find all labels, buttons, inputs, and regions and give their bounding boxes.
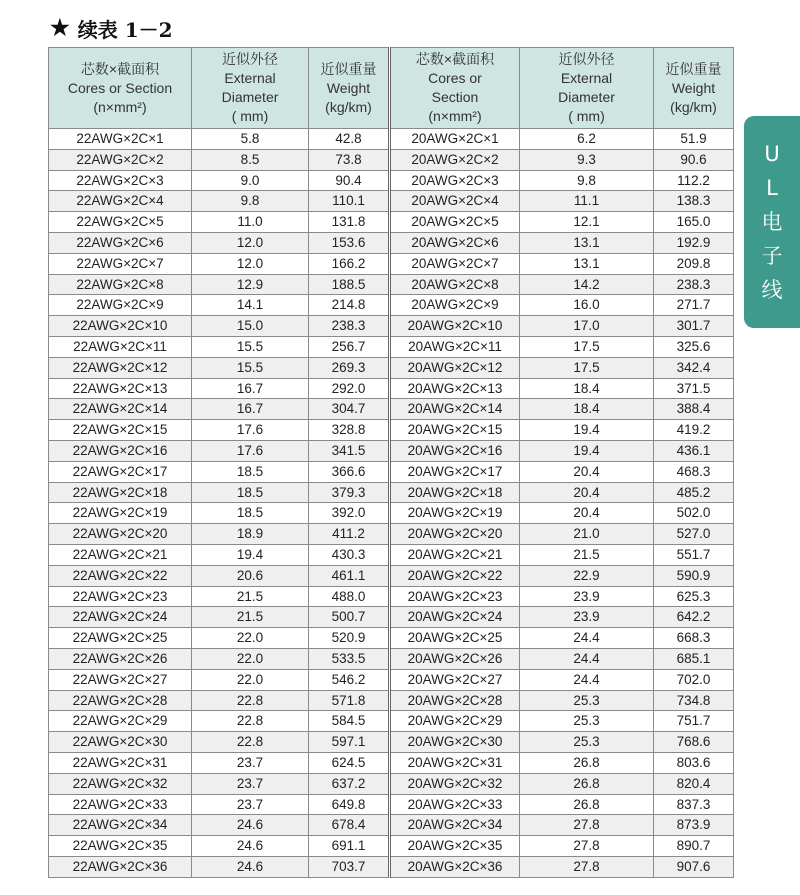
cores-20awg-cell: 20AWG×2C×21 [390,544,520,565]
cores-22awg-cell: 22AWG×2C×21 [49,544,192,565]
weight-20awg-cell: 138.3 [654,191,734,212]
weight-20awg-cell: 468.3 [654,461,734,482]
header-line: (n×mm²) [93,98,147,115]
table-row [49,253,734,274]
table-row [49,357,734,378]
weight-20awg-cell: 837.3 [654,794,734,815]
table-row [49,461,734,482]
table-header-row [49,48,734,129]
table-row [49,378,734,399]
cores-22awg-cell: 22AWG×2C×15 [49,420,192,441]
weight-22awg-cell: 649.8 [309,794,390,815]
diameter-20awg-cell: 11.1 [520,191,654,212]
diameter-22awg-cell: 12.0 [192,253,309,274]
weight-22awg-cell: 238.3 [309,316,390,337]
diameter-20awg-cell: 18.4 [520,378,654,399]
weight-20awg-cell: 209.8 [654,253,734,274]
diameter-22awg-cell: 21.5 [192,586,309,607]
header-line: ( mm) [231,108,269,124]
diameter-22awg-cell: 22.0 [192,628,309,649]
cores-22awg-cell: 22AWG×2C×9 [49,295,192,316]
diameter-22awg-cell: 15.5 [192,336,309,357]
cores-22awg-cell: 22AWG×2C×35 [49,836,192,857]
header-weight-right [654,48,734,129]
tab-char: L [766,176,778,200]
weight-20awg-cell: 551.7 [654,544,734,565]
weight-20awg-cell: 485.2 [654,482,734,503]
diameter-22awg-cell: 15.5 [192,357,309,378]
weight-22awg-cell: 624.5 [309,752,390,773]
cores-22awg-cell: 22AWG×2C×16 [49,440,192,461]
diameter-20awg-cell: 19.4 [520,440,654,461]
weight-22awg-cell: 691.1 [309,836,390,857]
diameter-22awg-cell: 17.6 [192,420,309,441]
cores-22awg-cell: 22AWG×2C×4 [49,191,192,212]
diameter-20awg-cell: 24.4 [520,669,654,690]
diameter-20awg-cell: 23.9 [520,607,654,628]
cores-20awg-cell: 20AWG×2C×6 [390,232,520,253]
table-row [49,732,734,753]
weight-22awg-cell: 90.4 [309,170,390,191]
table-row [49,815,734,836]
cores-22awg-cell: 22AWG×2C×25 [49,628,192,649]
weight-22awg-cell: 637.2 [309,773,390,794]
weight-22awg-cell: 379.3 [309,482,390,503]
diameter-20awg-cell: 26.8 [520,752,654,773]
diameter-20awg-cell: 9.8 [520,170,654,191]
weight-22awg-cell: 597.1 [309,732,390,753]
cores-22awg-cell: 22AWG×2C×2 [49,149,192,170]
cores-20awg-cell: 20AWG×2C×5 [390,212,520,233]
header-line: 芯数×截面积 [415,51,495,67]
cores-22awg-cell: 22AWG×2C×11 [49,336,192,357]
table-row [49,232,734,253]
weight-20awg-cell: 301.7 [654,316,734,337]
cores-20awg-cell: 20AWG×2C×31 [390,752,520,773]
table-row [49,482,734,503]
diameter-22awg-cell: 22.8 [192,711,309,732]
cores-20awg-cell: 20AWG×2C×36 [390,856,520,877]
weight-20awg-cell: 803.6 [654,752,734,773]
table-row [49,295,734,316]
cores-20awg-cell: 20AWG×2C×28 [390,690,520,711]
weight-20awg-cell: 873.9 [654,815,734,836]
cores-20awg-cell: 20AWG×2C×25 [390,628,520,649]
diameter-22awg-cell: 22.8 [192,732,309,753]
weight-20awg-cell: 642.2 [654,607,734,628]
table-row [49,274,734,295]
cores-20awg-cell: 20AWG×2C×22 [390,565,520,586]
table-row [49,628,734,649]
section-tab-ul-wire [744,116,800,328]
cores-20awg-cell: 20AWG×2C×1 [390,129,520,150]
table-row [49,524,734,545]
diameter-20awg-cell: 27.8 [520,856,654,877]
diameter-22awg-cell: 23.7 [192,794,309,815]
cores-22awg-cell: 22AWG×2C×7 [49,253,192,274]
header-line: 近似外径 [558,51,615,67]
cores-22awg-cell: 22AWG×2C×29 [49,711,192,732]
table-row [49,399,734,420]
table-row [49,191,734,212]
diameter-20awg-cell: 26.8 [520,794,654,815]
table-row [49,544,734,565]
table-row [49,503,734,524]
diameter-22awg-cell: 14.1 [192,295,309,316]
weight-22awg-cell: 131.8 [309,212,390,233]
weight-20awg-cell: 702.0 [654,669,734,690]
weight-20awg-cell: 165.0 [654,212,734,233]
weight-22awg-cell: 166.2 [309,253,390,274]
cores-20awg-cell: 20AWG×2C×15 [390,420,520,441]
weight-22awg-cell: 256.7 [309,336,390,357]
weight-22awg-cell: 411.2 [309,524,390,545]
weight-20awg-cell: 668.3 [654,628,734,649]
header-line: External [224,70,276,86]
weight-22awg-cell: 153.6 [309,232,390,253]
header-line: ( mm) [568,108,605,124]
tab-char: 子 [761,244,783,268]
cores-20awg-cell: 20AWG×2C×17 [390,461,520,482]
cores-20awg-cell: 20AWG×2C×7 [390,253,520,274]
star-icon: ★ [50,15,70,41]
weight-20awg-cell: 502.0 [654,503,734,524]
diameter-22awg-cell: 16.7 [192,378,309,399]
header-line: Diameter [221,89,279,105]
weight-20awg-cell: 590.9 [654,565,734,586]
cores-22awg-cell: 22AWG×2C×18 [49,482,192,503]
diameter-20awg-cell: 26.8 [520,773,654,794]
weight-20awg-cell: 734.8 [654,690,734,711]
weight-22awg-cell: 304.7 [309,399,390,420]
weight-20awg-cell: 238.3 [654,274,734,295]
cores-22awg-cell: 22AWG×2C×36 [49,856,192,877]
diameter-20awg-cell: 20.4 [520,482,654,503]
header-external-diameter-left [192,48,309,129]
weight-20awg-cell: 419.2 [654,420,734,441]
weight-20awg-cell: 342.4 [654,357,734,378]
title-text: 续表 1－2 [77,17,173,42]
cores-20awg-cell: 20AWG×2C×27 [390,669,520,690]
header-line: (n×mm²) [428,108,482,124]
weight-22awg-cell: 73.8 [309,149,390,170]
header-line: External [560,70,613,86]
cores-20awg-cell: 20AWG×2C×9 [390,295,520,316]
cores-22awg-cell: 22AWG×2C×8 [49,274,192,295]
diameter-22awg-cell: 8.5 [192,149,309,170]
header-line: 芯数×截面积 [80,60,160,77]
cores-20awg-cell: 20AWG×2C×16 [390,440,520,461]
diameter-22awg-cell: 24.6 [192,815,309,836]
header-line: Weight [326,79,371,96]
cores-22awg-cell: 22AWG×2C×19 [49,503,192,524]
table-row [49,648,734,669]
cores-22awg-cell: 22AWG×2C×10 [49,316,192,337]
weight-20awg-cell: 112.2 [654,170,734,191]
header-line: (kg/km) [325,98,372,115]
weight-22awg-cell: 269.3 [309,357,390,378]
weight-20awg-cell: 90.6 [654,149,734,170]
cores-20awg-cell: 20AWG×2C×30 [390,732,520,753]
cores-20awg-cell: 20AWG×2C×2 [390,149,520,170]
header-line: 近似重量 [320,60,377,77]
table-row [49,711,734,732]
header-cores-section-right [390,48,520,129]
cores-22awg-cell: 22AWG×2C×32 [49,773,192,794]
cores-20awg-cell: 20AWG×2C×29 [390,711,520,732]
diameter-22awg-cell: 21.5 [192,607,309,628]
table-row [49,856,734,877]
header-line: Diameter [558,89,615,105]
diameter-22awg-cell: 18.5 [192,482,309,503]
header-line: Cores or Section [67,79,173,96]
tab-char: 线 [761,278,783,302]
weight-20awg-cell: 388.4 [654,399,734,420]
diameter-22awg-cell: 24.6 [192,836,309,857]
diameter-20awg-cell: 25.3 [520,732,654,753]
table-row [49,773,734,794]
cores-20awg-cell: 20AWG×2C×11 [390,336,520,357]
table-row [49,669,734,690]
cores-22awg-cell: 22AWG×2C×3 [49,170,192,191]
cores-20awg-cell: 20AWG×2C×3 [390,170,520,191]
cores-20awg-cell: 20AWG×2C×20 [390,524,520,545]
cores-22awg-cell: 22AWG×2C×5 [49,212,192,233]
weight-22awg-cell: 520.9 [309,628,390,649]
weight-22awg-cell: 110.1 [309,191,390,212]
header-weight-left [309,48,390,129]
diameter-22awg-cell: 5.8 [192,129,309,150]
weight-20awg-cell: 436.1 [654,440,734,461]
weight-20awg-cell: 890.7 [654,836,734,857]
diameter-22awg-cell: 22.0 [192,669,309,690]
diameter-20awg-cell: 27.8 [520,815,654,836]
weight-22awg-cell: 328.8 [309,420,390,441]
weight-20awg-cell: 751.7 [654,711,734,732]
weight-22awg-cell: 571.8 [309,690,390,711]
diameter-22awg-cell: 20.6 [192,565,309,586]
weight-20awg-cell: 527.0 [654,524,734,545]
table-row [49,690,734,711]
weight-20awg-cell: 51.9 [654,129,734,150]
weight-20awg-cell: 271.7 [654,295,734,316]
table-body [49,129,734,878]
weight-20awg-cell: 820.4 [654,773,734,794]
header-line: Weight [671,79,716,96]
weight-20awg-cell: 907.6 [654,856,734,877]
cores-20awg-cell: 20AWG×2C×23 [390,586,520,607]
weight-20awg-cell: 371.5 [654,378,734,399]
diameter-22awg-cell: 12.0 [192,232,309,253]
diameter-22awg-cell: 18.5 [192,461,309,482]
weight-22awg-cell: 584.5 [309,711,390,732]
table-row [49,607,734,628]
diameter-20awg-cell: 17.5 [520,357,654,378]
cores-20awg-cell: 20AWG×2C×8 [390,274,520,295]
diameter-22awg-cell: 18.9 [192,524,309,545]
cores-20awg-cell: 20AWG×2C×13 [390,378,520,399]
weight-20awg-cell: 625.3 [654,586,734,607]
table-row [49,336,734,357]
diameter-22awg-cell: 23.7 [192,752,309,773]
weight-22awg-cell: 488.0 [309,586,390,607]
weight-22awg-cell: 392.0 [309,503,390,524]
cores-22awg-cell: 22AWG×2C×13 [49,378,192,399]
diameter-20awg-cell: 27.8 [520,836,654,857]
diameter-20awg-cell: 14.2 [520,274,654,295]
weight-22awg-cell: 341.5 [309,440,390,461]
cores-22awg-cell: 22AWG×2C×27 [49,669,192,690]
weight-22awg-cell: 188.5 [309,274,390,295]
table-row [49,586,734,607]
diameter-22awg-cell: 17.6 [192,440,309,461]
diameter-22awg-cell: 23.7 [192,773,309,794]
diameter-20awg-cell: 13.1 [520,232,654,253]
cores-20awg-cell: 20AWG×2C×19 [390,503,520,524]
diameter-20awg-cell: 23.9 [520,586,654,607]
cores-20awg-cell: 20AWG×2C×12 [390,357,520,378]
cores-22awg-cell: 22AWG×2C×6 [49,232,192,253]
diameter-20awg-cell: 17.0 [520,316,654,337]
header-line: Section [431,89,479,105]
diameter-20awg-cell: 18.4 [520,399,654,420]
weight-22awg-cell: 461.1 [309,565,390,586]
weight-20awg-cell: 685.1 [654,648,734,669]
weight-20awg-cell: 192.9 [654,232,734,253]
header-line: Cores or [428,70,482,86]
cores-20awg-cell: 20AWG×2C×18 [390,482,520,503]
weight-22awg-cell: 366.6 [309,461,390,482]
diameter-22awg-cell: 18.5 [192,503,309,524]
table-row [49,836,734,857]
cores-22awg-cell: 22AWG×2C×14 [49,399,192,420]
weight-22awg-cell: 546.2 [309,669,390,690]
diameter-20awg-cell: 13.1 [520,253,654,274]
cores-20awg-cell: 20AWG×2C×34 [390,815,520,836]
weight-20awg-cell: 325.6 [654,336,734,357]
page-title [50,14,173,42]
table-row [49,440,734,461]
table-row [49,170,734,191]
diameter-22awg-cell: 22.0 [192,648,309,669]
cores-22awg-cell: 22AWG×2C×26 [49,648,192,669]
table-row [49,794,734,815]
weight-22awg-cell: 500.7 [309,607,390,628]
cores-22awg-cell: 22AWG×2C×1 [49,129,192,150]
weight-22awg-cell: 430.3 [309,544,390,565]
diameter-20awg-cell: 20.4 [520,503,654,524]
cores-22awg-cell: 22AWG×2C×20 [49,524,192,545]
diameter-20awg-cell: 21.0 [520,524,654,545]
diameter-20awg-cell: 19.4 [520,420,654,441]
diameter-20awg-cell: 22.9 [520,565,654,586]
diameter-20awg-cell: 16.0 [520,295,654,316]
diameter-22awg-cell: 16.7 [192,399,309,420]
diameter-22awg-cell: 22.8 [192,690,309,711]
tab-char: U [764,142,780,166]
diameter-22awg-cell: 12.9 [192,274,309,295]
cores-20awg-cell: 20AWG×2C×35 [390,836,520,857]
header-external-diameter-right [520,48,654,129]
cores-22awg-cell: 22AWG×2C×17 [49,461,192,482]
table-row [49,149,734,170]
table-row [49,316,734,337]
cores-22awg-cell: 22AWG×2C×28 [49,690,192,711]
table-row [49,129,734,150]
diameter-22awg-cell: 11.0 [192,212,309,233]
cores-22awg-cell: 22AWG×2C×12 [49,357,192,378]
cores-20awg-cell: 20AWG×2C×32 [390,773,520,794]
table-row [49,565,734,586]
header-cores-section-left [49,48,192,129]
cores-20awg-cell: 20AWG×2C×24 [390,607,520,628]
diameter-20awg-cell: 21.5 [520,544,654,565]
diameter-20awg-cell: 25.3 [520,711,654,732]
weight-22awg-cell: 42.8 [309,129,390,150]
cores-22awg-cell: 22AWG×2C×23 [49,586,192,607]
diameter-22awg-cell: 9.0 [192,170,309,191]
weight-22awg-cell: 533.5 [309,648,390,669]
diameter-20awg-cell: 12.1 [520,212,654,233]
weight-22awg-cell: 678.4 [309,815,390,836]
diameter-20awg-cell: 20.4 [520,461,654,482]
diameter-20awg-cell: 24.4 [520,628,654,649]
cores-20awg-cell: 20AWG×2C×14 [390,399,520,420]
cores-22awg-cell: 22AWG×2C×24 [49,607,192,628]
diameter-22awg-cell: 24.6 [192,856,309,877]
diameter-20awg-cell: 24.4 [520,648,654,669]
weight-22awg-cell: 214.8 [309,295,390,316]
diameter-20awg-cell: 17.5 [520,336,654,357]
header-line: 近似重量 [665,60,722,77]
cores-22awg-cell: 22AWG×2C×33 [49,794,192,815]
cores-20awg-cell: 20AWG×2C×26 [390,648,520,669]
tab-char: 电 [761,210,783,234]
diameter-20awg-cell: 9.3 [520,149,654,170]
cable-spec-table [48,47,734,878]
table-row [49,212,734,233]
cores-20awg-cell: 20AWG×2C×4 [390,191,520,212]
weight-22awg-cell: 292.0 [309,378,390,399]
table-row [49,752,734,773]
weight-20awg-cell: 768.6 [654,732,734,753]
diameter-22awg-cell: 19.4 [192,544,309,565]
cores-22awg-cell: 22AWG×2C×34 [49,815,192,836]
cores-22awg-cell: 22AWG×2C×31 [49,752,192,773]
cores-20awg-cell: 20AWG×2C×10 [390,316,520,337]
diameter-22awg-cell: 15.0 [192,316,309,337]
cores-22awg-cell: 22AWG×2C×30 [49,732,192,753]
diameter-22awg-cell: 9.8 [192,191,309,212]
table-row [49,420,734,441]
header-line: 近似外径 [222,51,278,67]
diameter-20awg-cell: 25.3 [520,690,654,711]
cores-20awg-cell: 20AWG×2C×33 [390,794,520,815]
cores-22awg-cell: 22AWG×2C×22 [49,565,192,586]
weight-22awg-cell: 703.7 [309,856,390,877]
header-line: (kg/km) [670,98,717,115]
diameter-20awg-cell: 6.2 [520,129,654,150]
